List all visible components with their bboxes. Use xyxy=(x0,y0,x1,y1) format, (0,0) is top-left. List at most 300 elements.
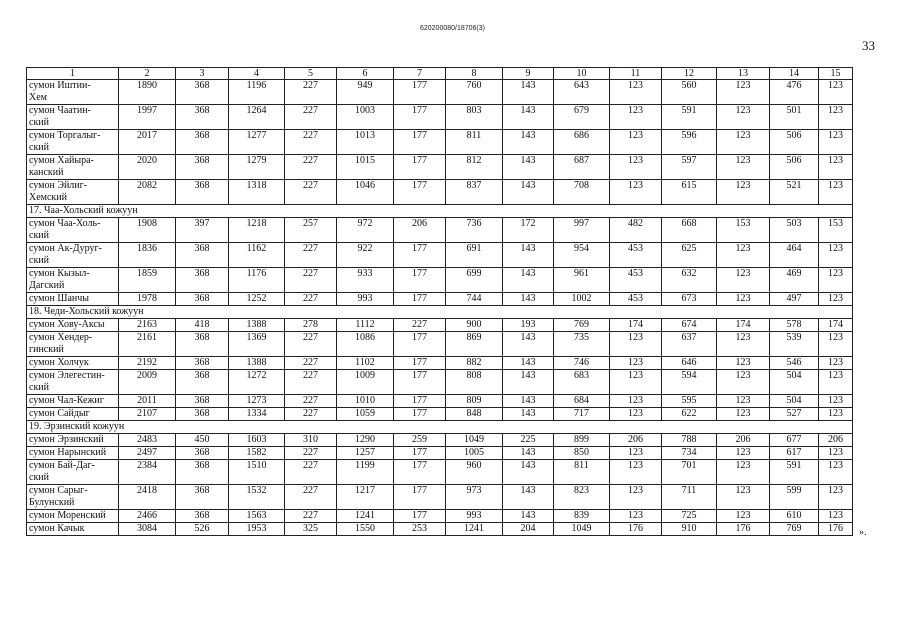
value-cell: 596 xyxy=(662,130,717,155)
value-cell: 736 xyxy=(446,218,503,243)
value-cell: 1510 xyxy=(229,460,285,485)
value-cell: 227 xyxy=(285,180,337,205)
value-cell: 949 xyxy=(337,80,394,105)
section-title: 19. Эрзинский кожуун xyxy=(27,421,853,434)
value-cell: 973 xyxy=(446,485,503,510)
value-cell: 1241 xyxy=(446,523,503,536)
value-cell: 993 xyxy=(446,510,503,523)
value-cell: 808 xyxy=(446,370,503,395)
settlement-name-line: ский xyxy=(29,142,49,153)
value-cell: 453 xyxy=(610,293,662,306)
value-cell: 717 xyxy=(554,408,610,421)
value-cell: 506 xyxy=(770,155,819,180)
value-cell: 397 xyxy=(176,218,229,243)
value-cell: 1003 xyxy=(337,105,394,130)
value-cell: 310 xyxy=(285,434,337,447)
settlement-name-cell xyxy=(27,243,119,268)
value-cell: 679 xyxy=(554,105,610,130)
value-cell: 2161 xyxy=(119,332,176,357)
value-cell: 177 xyxy=(394,447,446,460)
value-cell: 1272 xyxy=(229,370,285,395)
value-cell: 809 xyxy=(446,395,503,408)
value-cell: 123 xyxy=(610,332,662,357)
settlement-name-cell xyxy=(27,293,119,306)
value-cell: 1002 xyxy=(554,293,610,306)
value-cell: 2466 xyxy=(119,510,176,523)
value-cell: 961 xyxy=(554,268,610,293)
value-cell: 769 xyxy=(770,523,819,536)
value-cell: 527 xyxy=(770,408,819,421)
settlement-name-line: ский xyxy=(29,382,49,393)
value-cell: 2009 xyxy=(119,370,176,395)
table-row xyxy=(27,370,853,395)
value-cell: 2384 xyxy=(119,460,176,485)
settlement-name-cell xyxy=(27,332,119,357)
settlement-name-line: сумон Холчук xyxy=(29,357,89,368)
value-cell: 1005 xyxy=(446,447,503,460)
value-cell: 123 xyxy=(819,510,853,523)
value-cell: 123 xyxy=(819,447,853,460)
settlement-name-line: сумон Чал-Кежиг xyxy=(29,395,104,406)
value-cell: 227 xyxy=(285,370,337,395)
section-title: 17. Чаа-Хольский кожуун xyxy=(27,205,853,218)
value-cell: 143 xyxy=(503,357,554,370)
value-cell: 469 xyxy=(770,268,819,293)
value-cell: 595 xyxy=(662,395,717,408)
column-header-4: 4 xyxy=(229,68,285,80)
value-cell: 123 xyxy=(819,80,853,105)
value-cell: 686 xyxy=(554,130,610,155)
value-cell: 839 xyxy=(554,510,610,523)
column-header-10: 10 xyxy=(554,68,610,80)
value-cell: 746 xyxy=(554,357,610,370)
value-cell: 123 xyxy=(819,105,853,130)
value-cell: 204 xyxy=(503,523,554,536)
value-cell: 227 xyxy=(285,293,337,306)
value-cell: 811 xyxy=(446,130,503,155)
value-cell: 812 xyxy=(446,155,503,180)
table-row xyxy=(27,155,853,180)
value-cell: 123 xyxy=(610,357,662,370)
value-cell: 177 xyxy=(394,485,446,510)
table-row xyxy=(27,332,853,357)
value-cell: 1563 xyxy=(229,510,285,523)
value-cell: 368 xyxy=(176,395,229,408)
value-cell: 227 xyxy=(285,243,337,268)
value-cell: 123 xyxy=(717,460,770,485)
value-cell: 1264 xyxy=(229,105,285,130)
value-cell: 622 xyxy=(662,408,717,421)
value-cell: 788 xyxy=(662,434,717,447)
value-cell: 193 xyxy=(503,319,554,332)
value-cell: 123 xyxy=(717,357,770,370)
value-cell: 206 xyxy=(717,434,770,447)
value-cell: 177 xyxy=(394,332,446,357)
value-cell: 464 xyxy=(770,243,819,268)
value-cell: 143 xyxy=(503,447,554,460)
value-cell: 725 xyxy=(662,510,717,523)
value-cell: 1836 xyxy=(119,243,176,268)
value-cell: 174 xyxy=(819,319,853,332)
table-row xyxy=(27,218,853,243)
value-cell: 123 xyxy=(819,293,853,306)
value-cell: 177 xyxy=(394,105,446,130)
settlement-name-line: сумон Чаатин- xyxy=(29,105,91,116)
value-cell: 1196 xyxy=(229,80,285,105)
value-cell: 803 xyxy=(446,105,503,130)
section-title: 18. Чеди-Хольский кожуун xyxy=(27,306,853,319)
value-cell: 632 xyxy=(662,268,717,293)
value-cell: 708 xyxy=(554,180,610,205)
value-cell: 869 xyxy=(446,332,503,357)
value-cell: 227 xyxy=(285,105,337,130)
settlement-name-line: сумон Нарынский xyxy=(29,447,107,458)
value-cell: 123 xyxy=(819,408,853,421)
value-cell: 674 xyxy=(662,319,717,332)
value-cell: 1388 xyxy=(229,319,285,332)
value-cell: 227 xyxy=(285,80,337,105)
value-cell: 625 xyxy=(662,243,717,268)
column-header-9: 9 xyxy=(503,68,554,80)
value-cell: 368 xyxy=(176,332,229,357)
value-cell: 673 xyxy=(662,293,717,306)
value-cell: 176 xyxy=(819,523,853,536)
document-code: 620200080/18706(3) xyxy=(419,25,485,32)
value-cell: 176 xyxy=(717,523,770,536)
value-cell: 1603 xyxy=(229,434,285,447)
value-cell: 123 xyxy=(717,268,770,293)
table-row xyxy=(27,447,853,460)
settlement-name-line: канский xyxy=(29,167,64,178)
value-cell: 227 xyxy=(285,395,337,408)
value-cell: 368 xyxy=(176,105,229,130)
value-cell: 123 xyxy=(717,370,770,395)
table-row xyxy=(27,105,853,130)
value-cell: 227 xyxy=(285,357,337,370)
value-cell: 734 xyxy=(662,447,717,460)
value-cell: 1369 xyxy=(229,332,285,357)
value-cell: 123 xyxy=(717,80,770,105)
value-cell: 174 xyxy=(610,319,662,332)
value-cell: 1388 xyxy=(229,357,285,370)
value-cell: 594 xyxy=(662,370,717,395)
value-cell: 368 xyxy=(176,243,229,268)
value-cell: 143 xyxy=(503,180,554,205)
value-cell: 683 xyxy=(554,370,610,395)
value-cell: 960 xyxy=(446,460,503,485)
value-cell: 1199 xyxy=(337,460,394,485)
settlement-name-line: сумон Ак-Дуруг- xyxy=(29,243,102,254)
value-cell: 668 xyxy=(662,218,717,243)
value-cell: 1273 xyxy=(229,395,285,408)
value-cell: 123 xyxy=(819,130,853,155)
value-cell: 1015 xyxy=(337,155,394,180)
value-cell: 2107 xyxy=(119,408,176,421)
value-cell: 560 xyxy=(662,80,717,105)
value-cell: 227 xyxy=(285,460,337,485)
value-cell: 253 xyxy=(394,523,446,536)
table-row xyxy=(27,434,853,447)
settlement-name-line: сумон Элегестин- xyxy=(29,370,105,381)
value-cell: 837 xyxy=(446,180,503,205)
value-cell: 1953 xyxy=(229,523,285,536)
value-cell: 910 xyxy=(662,523,717,536)
value-cell: 2192 xyxy=(119,357,176,370)
value-cell: 143 xyxy=(503,408,554,421)
column-header-11: 11 xyxy=(610,68,662,80)
value-cell: 1257 xyxy=(337,447,394,460)
settlement-name-line: сумон Шанчы xyxy=(29,293,89,304)
value-cell: 177 xyxy=(394,155,446,180)
settlement-name-line: сумон Торгалыг- xyxy=(29,130,101,141)
value-cell: 1908 xyxy=(119,218,176,243)
value-cell: 123 xyxy=(717,332,770,357)
value-cell: 368 xyxy=(176,293,229,306)
table-row xyxy=(27,130,853,155)
column-header-3: 3 xyxy=(176,68,229,80)
value-cell: 521 xyxy=(770,180,819,205)
value-cell: 123 xyxy=(717,293,770,306)
value-cell: 123 xyxy=(819,180,853,205)
value-cell: 578 xyxy=(770,319,819,332)
value-cell: 504 xyxy=(770,370,819,395)
value-cell: 123 xyxy=(717,180,770,205)
value-cell: 368 xyxy=(176,510,229,523)
value-cell: 177 xyxy=(394,370,446,395)
value-cell: 143 xyxy=(503,510,554,523)
value-cell: 123 xyxy=(819,332,853,357)
value-cell: 177 xyxy=(394,460,446,485)
value-cell: 1046 xyxy=(337,180,394,205)
value-cell: 599 xyxy=(770,485,819,510)
settlement-name-cell xyxy=(27,268,119,293)
value-cell: 123 xyxy=(819,243,853,268)
value-cell: 123 xyxy=(610,395,662,408)
value-cell: 143 xyxy=(503,155,554,180)
settlement-name-line: сумон Иштии- xyxy=(29,80,91,91)
column-header-8: 8 xyxy=(446,68,503,80)
value-cell: 259 xyxy=(394,434,446,447)
value-cell: 123 xyxy=(819,460,853,485)
value-cell: 143 xyxy=(503,105,554,130)
column-header-5: 5 xyxy=(285,68,337,80)
value-cell: 368 xyxy=(176,357,229,370)
value-cell: 1279 xyxy=(229,155,285,180)
value-cell: 206 xyxy=(819,434,853,447)
value-cell: 2497 xyxy=(119,447,176,460)
value-cell: 2483 xyxy=(119,434,176,447)
value-cell: 172 xyxy=(503,218,554,243)
value-cell: 637 xyxy=(662,332,717,357)
closing-quote-mark: ». xyxy=(859,527,867,538)
value-cell: 546 xyxy=(770,357,819,370)
value-cell: 177 xyxy=(394,395,446,408)
value-cell: 1252 xyxy=(229,293,285,306)
value-cell: 143 xyxy=(503,243,554,268)
value-cell: 123 xyxy=(717,395,770,408)
value-cell: 615 xyxy=(662,180,717,205)
value-cell: 1318 xyxy=(229,180,285,205)
value-cell: 1162 xyxy=(229,243,285,268)
settlement-name-cell xyxy=(27,523,119,536)
value-cell: 123 xyxy=(610,447,662,460)
value-cell: 850 xyxy=(554,447,610,460)
value-cell: 1013 xyxy=(337,130,394,155)
value-cell: 1010 xyxy=(337,395,394,408)
value-cell: 617 xyxy=(770,447,819,460)
value-cell: 325 xyxy=(285,523,337,536)
section-header-row xyxy=(27,306,853,319)
value-cell: 123 xyxy=(610,460,662,485)
value-cell: 997 xyxy=(554,218,610,243)
settlement-name-line: сумон Сайдыг xyxy=(29,408,90,419)
column-header-2: 2 xyxy=(119,68,176,80)
value-cell: 1059 xyxy=(337,408,394,421)
value-cell: 368 xyxy=(176,155,229,180)
value-cell: 177 xyxy=(394,408,446,421)
value-cell: 225 xyxy=(503,434,554,447)
value-cell: 143 xyxy=(503,80,554,105)
value-cell: 177 xyxy=(394,510,446,523)
value-cell: 368 xyxy=(176,408,229,421)
settlement-name-cell xyxy=(27,105,119,130)
value-cell: 453 xyxy=(610,243,662,268)
value-cell: 227 xyxy=(285,130,337,155)
settlement-name-line: гинский xyxy=(29,344,64,355)
value-cell: 1218 xyxy=(229,218,285,243)
value-cell: 1277 xyxy=(229,130,285,155)
settlement-name-cell xyxy=(27,460,119,485)
table-row xyxy=(27,510,853,523)
value-cell: 2017 xyxy=(119,130,176,155)
column-header-7: 7 xyxy=(394,68,446,80)
value-cell: 1112 xyxy=(337,319,394,332)
settlement-name-cell xyxy=(27,218,119,243)
value-cell: 503 xyxy=(770,218,819,243)
data-table xyxy=(26,67,853,536)
value-cell: 848 xyxy=(446,408,503,421)
table-row xyxy=(27,460,853,485)
value-cell: 591 xyxy=(770,460,819,485)
value-cell: 368 xyxy=(176,130,229,155)
value-cell: 227 xyxy=(285,332,337,357)
settlement-name-line: сумон Кызыл- xyxy=(29,268,90,279)
value-cell: 123 xyxy=(717,155,770,180)
value-cell: 1978 xyxy=(119,293,176,306)
value-cell: 123 xyxy=(819,485,853,510)
value-cell: 174 xyxy=(717,319,770,332)
value-cell: 123 xyxy=(819,357,853,370)
value-cell: 123 xyxy=(717,243,770,268)
value-cell: 504 xyxy=(770,395,819,408)
column-header-13: 13 xyxy=(717,68,770,80)
value-cell: 227 xyxy=(394,319,446,332)
value-cell: 123 xyxy=(717,408,770,421)
value-cell: 1049 xyxy=(554,523,610,536)
value-cell: 610 xyxy=(770,510,819,523)
value-cell: 123 xyxy=(610,180,662,205)
value-cell: 227 xyxy=(285,268,337,293)
value-cell: 497 xyxy=(770,293,819,306)
settlement-name-line: Дагский xyxy=(29,280,65,291)
value-cell: 1217 xyxy=(337,485,394,510)
value-cell: 591 xyxy=(662,105,717,130)
value-cell: 506 xyxy=(770,130,819,155)
settlement-name-line: сумон Хендер- xyxy=(29,332,93,343)
value-cell: 501 xyxy=(770,105,819,130)
value-cell: 123 xyxy=(610,155,662,180)
value-cell: 177 xyxy=(394,80,446,105)
value-cell: 2082 xyxy=(119,180,176,205)
value-cell: 450 xyxy=(176,434,229,447)
value-cell: 368 xyxy=(176,180,229,205)
value-cell: 227 xyxy=(285,485,337,510)
value-cell: 643 xyxy=(554,80,610,105)
column-header-14: 14 xyxy=(770,68,819,80)
value-cell: 1532 xyxy=(229,485,285,510)
value-cell: 143 xyxy=(503,268,554,293)
value-cell: 176 xyxy=(610,523,662,536)
value-cell: 123 xyxy=(717,485,770,510)
value-cell: 143 xyxy=(503,370,554,395)
value-cell: 2020 xyxy=(119,155,176,180)
table-row xyxy=(27,180,853,205)
value-cell: 123 xyxy=(717,130,770,155)
settlement-name-cell xyxy=(27,447,119,460)
value-cell: 206 xyxy=(610,434,662,447)
column-header-6: 6 xyxy=(337,68,394,80)
value-cell: 143 xyxy=(503,293,554,306)
value-cell: 123 xyxy=(610,485,662,510)
table-row xyxy=(27,80,853,105)
value-cell: 177 xyxy=(394,357,446,370)
settlement-name-cell xyxy=(27,180,119,205)
value-cell: 418 xyxy=(176,319,229,332)
value-cell: 368 xyxy=(176,370,229,395)
value-cell: 143 xyxy=(503,485,554,510)
value-cell: 1290 xyxy=(337,434,394,447)
value-cell: 899 xyxy=(554,434,610,447)
value-cell: 278 xyxy=(285,319,337,332)
value-cell: 699 xyxy=(446,268,503,293)
column-header-12: 12 xyxy=(662,68,717,80)
value-cell: 1176 xyxy=(229,268,285,293)
page-number: 33 xyxy=(862,38,875,53)
value-cell: 123 xyxy=(717,510,770,523)
settlement-name-line: сумон Эрзинский xyxy=(29,434,104,445)
value-cell: 1859 xyxy=(119,268,176,293)
value-cell: 153 xyxy=(717,218,770,243)
settlement-name-cell xyxy=(27,130,119,155)
value-cell: 811 xyxy=(554,460,610,485)
value-cell: 482 xyxy=(610,218,662,243)
value-cell: 2418 xyxy=(119,485,176,510)
value-cell: 972 xyxy=(337,218,394,243)
table-row xyxy=(27,408,853,421)
table-body xyxy=(27,80,853,536)
value-cell: 701 xyxy=(662,460,717,485)
settlement-name-line: сумон Бай-Даг- xyxy=(29,460,95,471)
value-cell: 769 xyxy=(554,319,610,332)
value-cell: 691 xyxy=(446,243,503,268)
value-cell: 597 xyxy=(662,155,717,180)
settlement-name-line: ский xyxy=(29,472,49,483)
value-cell: 2163 xyxy=(119,319,176,332)
table-row xyxy=(27,523,853,536)
value-cell: 476 xyxy=(770,80,819,105)
value-cell: 368 xyxy=(176,460,229,485)
value-cell: 227 xyxy=(285,155,337,180)
